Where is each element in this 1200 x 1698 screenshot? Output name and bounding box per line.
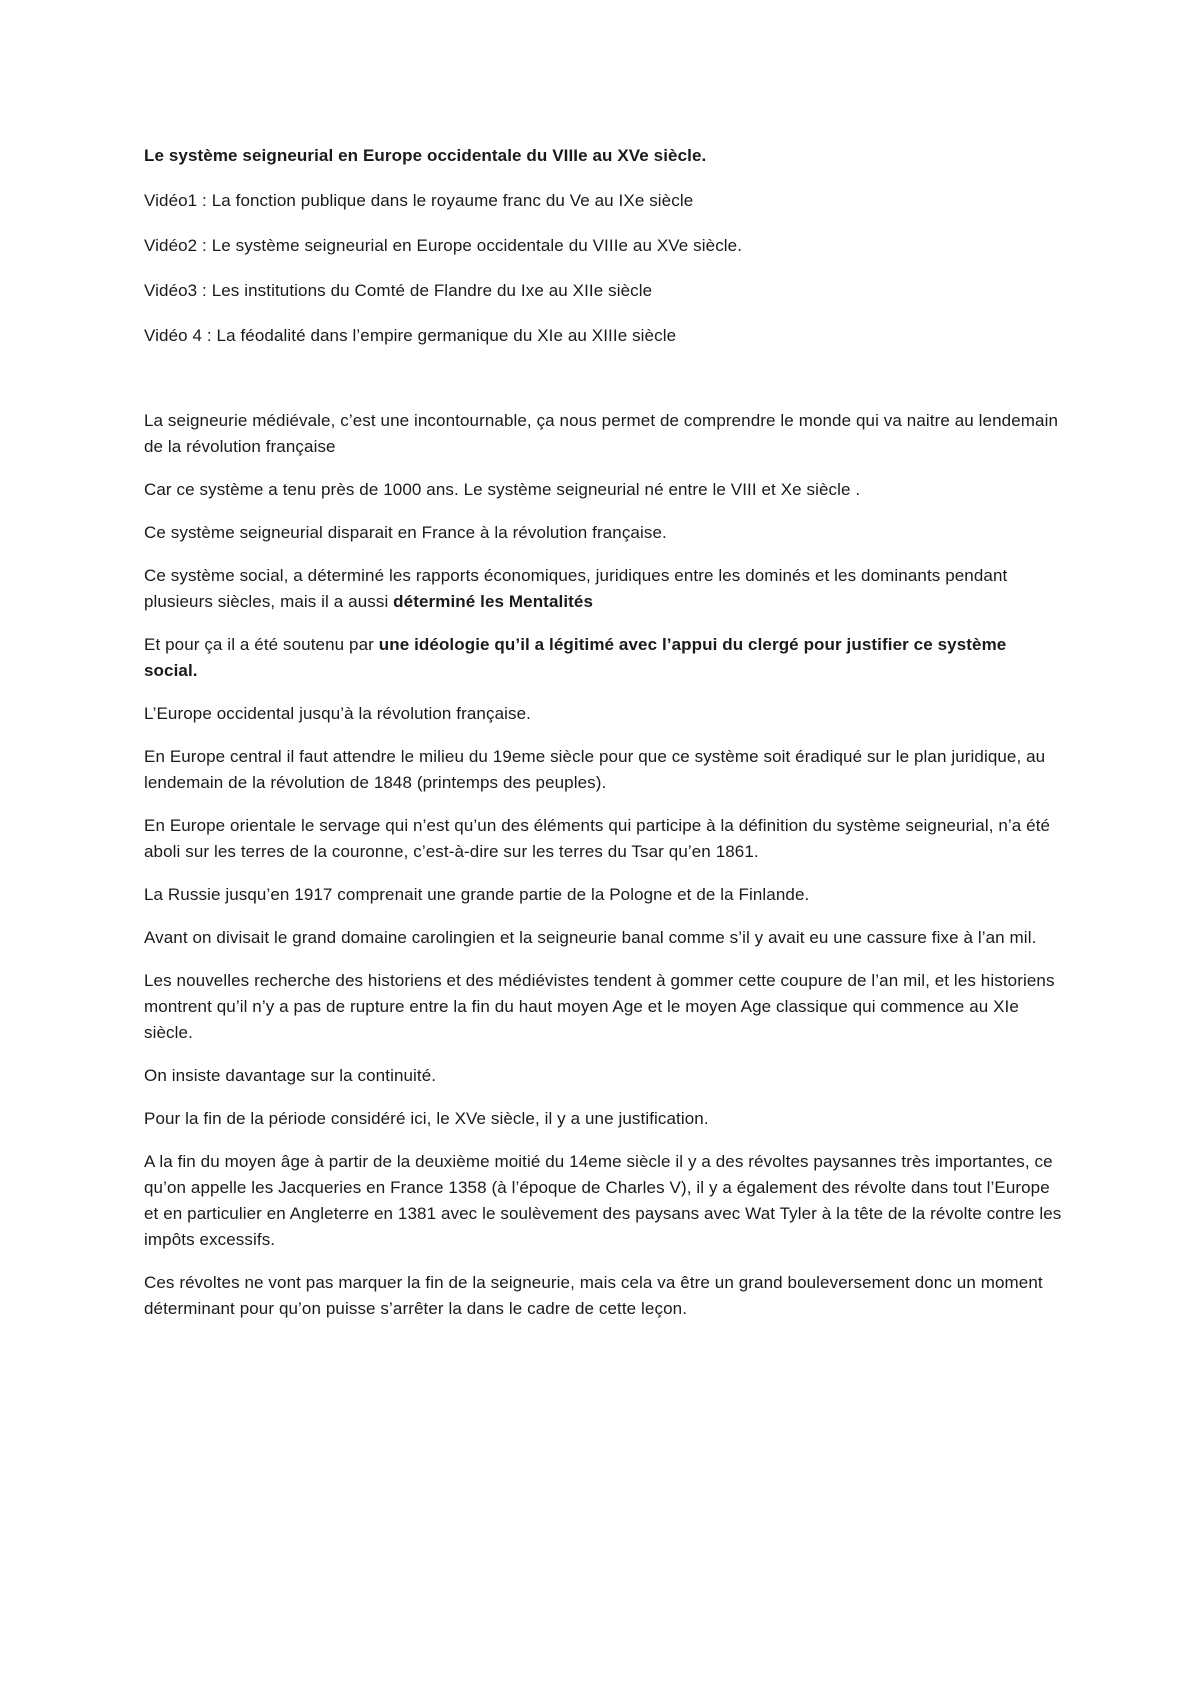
- paragraph-bold-text: déterminé les Mentalités: [393, 592, 594, 611]
- paragraph-bold-text: une idéologie qu’il a légitimé avec l’appui du clergé pour justifier ce système social.: [144, 635, 1007, 680]
- paragraph-text: Avant on divisait le grand domaine carolingien et la seigneurie banal comme s’il y avait eu une cassure fixe à l’an mil.: [144, 928, 1037, 947]
- paragraph-text: L’Europe occidental jusqu’à la révolution française.: [144, 704, 531, 723]
- paragraph-7: [144, 744, 1064, 796]
- paragraph-14: [144, 1149, 1064, 1253]
- paragraph-text: Ces révoltes ne vont pas marquer la fin de la seigneurie, mais cela va être un grand bouleversement donc un moment déterminant pour qu’on puisse s’arrêter la dans le cadre de cette leçon.: [144, 1273, 1043, 1318]
- paragraph-text: Les nouvelles recherche des historiens et des médiévistes tendent à gommer cette coupure de l’an mil, et les historiens montrent qu’il n’y a pas de rupture entre la fin du haut moyen Age et le moyen Age classique qui commence au XIe siècle.: [144, 971, 1055, 1042]
- paragraph-11: [144, 968, 1064, 1046]
- paragraph-text: A la fin du moyen âge à partir de la deuxième moitié du 14eme siècle il y a des révoltes paysannes très importantes, ce qu’on appelle les Jacqueries en France 1358 (à l’époque de Charles V), il y a également des révolte dans tout l’Europe et en particulier en Angleterre en 1381 avec le soulèvement des paysans avec Wat Tyler à la tête de la révolte contre les impôts excessifs.: [144, 1152, 1062, 1249]
- paragraph-text: La seigneurie médiévale, c’est une incontournable, ça nous permet de comprendre le monde qui va naitre au lendemain de la révolution française: [144, 411, 1059, 456]
- paragraph-6: [144, 701, 1064, 727]
- paragraph-text: Car ce système a tenu près de 1000 ans. Le système seigneurial né entre le VIII et Xe siècle .: [144, 480, 861, 499]
- paragraph-15: [144, 1270, 1064, 1322]
- video-item-1: Vidéo1 : La fonction publique dans le royaume franc du Ve au IXe siècle: [144, 191, 694, 210]
- section-spacer: [144, 368, 1064, 408]
- paragraph-12: [144, 1063, 1064, 1089]
- paragraph-text: En Europe central il faut attendre le milieu du 19eme siècle pour que ce système soit éradiqué sur le plan juridique, au lendemain de la révolution de 1848 (printemps des peuples).: [144, 747, 1046, 792]
- paragraph-4: [144, 563, 1064, 615]
- video-item-2: Vidéo2 : Le système seigneurial en Europe occidentale du VIIIe au XVe siècle.: [144, 236, 743, 255]
- paragraph-text: Ce système seigneurial disparait en France à la révolution française.: [144, 523, 667, 542]
- paragraph-10: [144, 925, 1064, 951]
- video-item-3: Vidéo3 : Les institutions du Comté de Flandre du Ixe au XIIe siècle: [144, 281, 653, 300]
- paragraph-8: [144, 813, 1064, 865]
- video-list: [144, 188, 1064, 349]
- paragraph-2: [144, 477, 1064, 503]
- paragraph-text: En Europe orientale le servage qui n’est qu’un des éléments qui participe à la définition du système seigneurial, n’a été aboli sur les terres de la couronne, c’est-à-dire sur les terres du Tsar qu’en 1861.: [144, 816, 1051, 861]
- paragraph-text: Et pour ça il a été soutenu par: [144, 635, 379, 654]
- video-item-4: Vidéo 4 : La féodalité dans l’empire germanique du XIe au XIIIe siècle: [144, 326, 677, 345]
- paragraph-text: Pour la fin de la période considéré ici, le XVe siècle, il y a une justification.: [144, 1109, 709, 1128]
- paragraph-text: Ce système social, a déterminé les rapports économiques, juridiques entre les dominés et les dominants pendant plusieurs siècles, mais il a aussi: [144, 566, 1008, 611]
- paragraph-13: [144, 1106, 1064, 1132]
- paragraph-5: [144, 632, 1064, 684]
- paragraph-1: [144, 408, 1064, 460]
- paragraph-3: [144, 520, 1064, 546]
- document-body: [144, 143, 1064, 1339]
- document-title: Le système seigneurial en Europe occidentale du VIIIe au XVe siècle.: [144, 146, 707, 165]
- paragraph-text: La Russie jusqu’en 1917 comprenait une grande partie de la Pologne et de la Finlande.: [144, 885, 810, 904]
- paragraph-9: [144, 882, 1064, 908]
- paragraph-text: On insiste davantage sur la continuité.: [144, 1066, 437, 1085]
